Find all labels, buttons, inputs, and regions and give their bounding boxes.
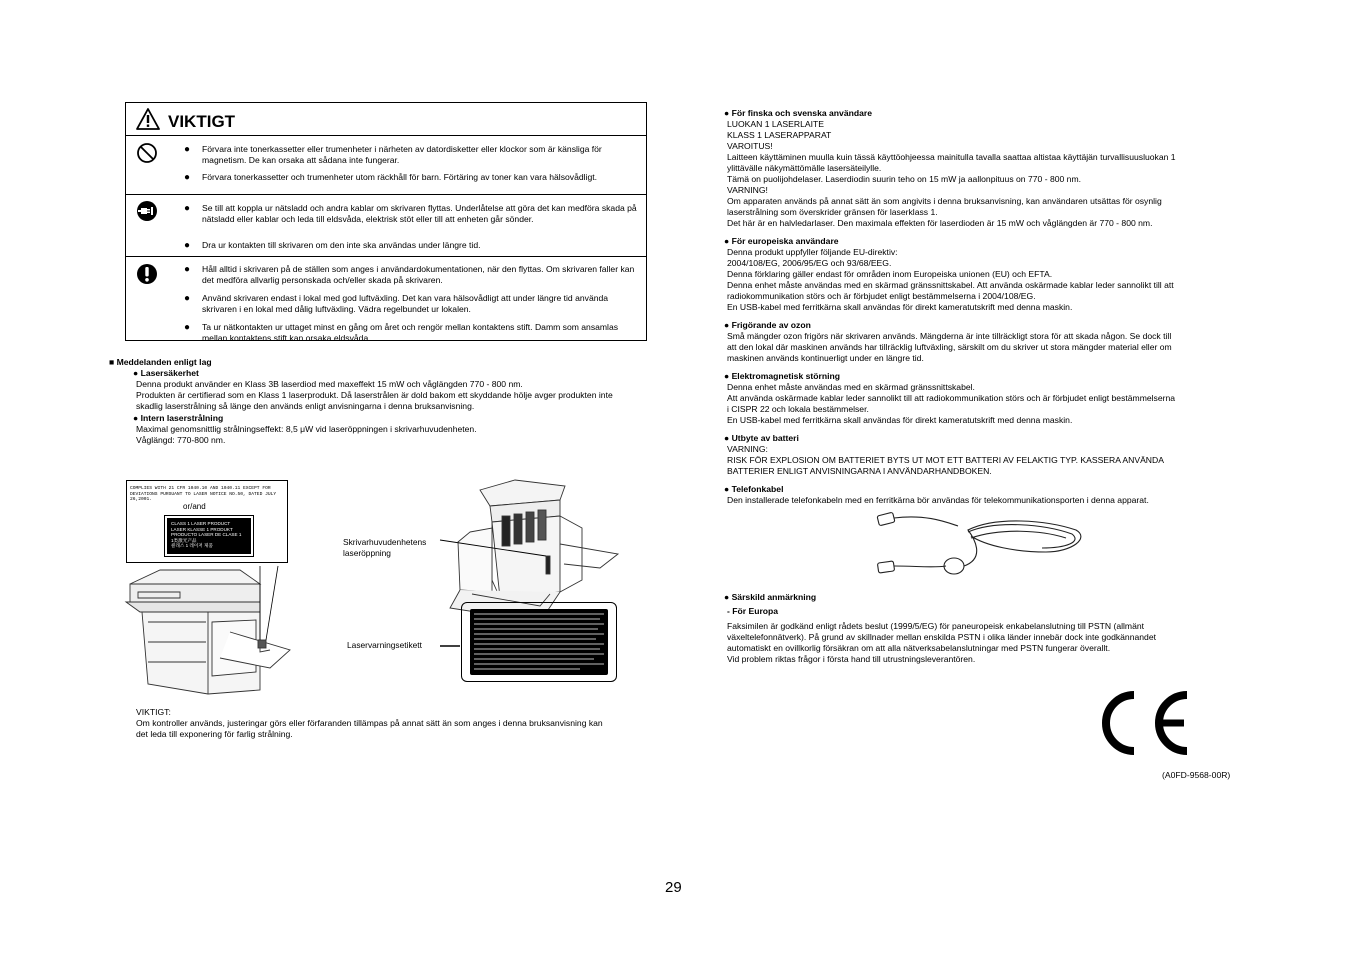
bullet: ● xyxy=(184,172,191,183)
laser-safety-heading: ● Lasersäkerhet xyxy=(133,368,199,378)
text-line: växeltelefonnätverk). På grund av skillnader mellan enskilda PSTN i olika länder innebär dock inte godkännandet xyxy=(727,632,1156,642)
text-line: Denna förklaring gäller endast för områden inom Europeiska unionen (EU) och EFTA. xyxy=(727,269,1053,279)
warning-item-text: Håll alltid i skrivaren på de ställen som anges i användardokumentationen, när den flyttas. Om skrivaren faller kan det medföra allvarlig personskada och/eller skada på skrivaren. xyxy=(202,264,635,285)
text-line: Tämä on puolijohdelaser. Laserdiodin suurin teho on 15 mW ja aallonpituus on 770 - 800 nm. xyxy=(727,174,1081,184)
fi-se-heading: ● För finska och svenska användare xyxy=(724,108,873,118)
cert-line: COMPLIES WITH 21 CFR 1040.10 AND 1040.11 EXCEPT FOR xyxy=(130,486,271,491)
warning-item-text: Dra ur kontakten till skrivaren om den inte ska användas under längre tid. xyxy=(202,240,481,250)
laser-line: skadlig laserstrålning så länge den används enligt anvisningarna i denna bruksanvisning. xyxy=(136,401,475,411)
warning-item-text: Använd skrivaren endast i lokal med god luftväxling. Det kan vara hälsovådligt att under längre tid använda skrivaren i en lokal med dålig luftväxling. Vädra regelbundet ur lokalen. xyxy=(202,293,609,314)
warning-section-caution xyxy=(126,257,646,343)
ozone-body xyxy=(724,331,1244,364)
text-line: Den installerade telefonkabeln med en ferritkärna bör användas för telekommunikationsporten i denna apparat. xyxy=(727,495,1149,505)
text-line: En USB-kabel med ferritkärna skall användas för direkt kameratutskrift med denna maskin. xyxy=(727,302,1073,312)
bullet: ● xyxy=(184,240,191,251)
bullet: ● xyxy=(184,293,191,304)
class1-line: LASER KLASSE 1 PRODUKT xyxy=(171,526,233,532)
special-subheading: - För Europa xyxy=(727,606,779,616)
warning-item-text: Ta ur nätkontakten ur uttaget minst en gång om året och rengör mellan kontaktens stift. Damm som ansamlas mellan kontaktens stift kan orsaka eldsvåda. xyxy=(202,322,619,343)
text-line: ylittävälle näkymättömälle lasersäteilylle. xyxy=(727,163,882,173)
text-line: radiokommunikation störs och är förbjudet enligt bestämmelserna i 2004/108/EG. xyxy=(727,291,1036,301)
warning-label-callout: Laservarningsetikett xyxy=(347,640,422,650)
battery-body xyxy=(724,444,1244,477)
telephone-cable-illustration xyxy=(876,508,1090,586)
warning-section-unplug xyxy=(126,195,646,257)
laser-line: Denna produkt använder en Klass 3B laserdiod med maxeffekt 15 mW och våglängden 770 - 800 nm. xyxy=(136,379,523,389)
text-line: Vid problem riktas frågor i första hand till utrustningsleverantören. xyxy=(727,654,976,664)
cert-line: DEVIATIONS PURSUANT TO LASER NOTICE NO.50, DATED JULY 26,2001. xyxy=(130,492,277,503)
warning-item-text: Förvara tonerkassetter och trumenheter utom räckhåll för barn. Förtäring av toner kan vara hälsovådligt. xyxy=(202,172,598,182)
legal-notices-heading: ■ Meddelanden enligt lag xyxy=(109,357,212,367)
text-line: 2004/108/EG, 2006/95/EG och 93/68/EEG. xyxy=(727,258,892,268)
internal-laser-line: Maximal genomsnittlig strålningseffekt: 8,5 μW vid laseröppningen i skrivarhuvudenheten. xyxy=(136,424,477,434)
warning-triangle-icon xyxy=(136,108,160,130)
class1-line: CLASS 1 LASER PRODUCT xyxy=(171,521,231,526)
phone-body xyxy=(724,495,1244,506)
emc-heading: ● Elektromagnetisk störning xyxy=(724,371,840,381)
text-line: att den lokal där maskinen används har tillräcklig luftväxling, särskilt om du skriver ut stora mängder material eller om xyxy=(727,342,1172,352)
battery-heading: ● Utbyte av batteri xyxy=(724,433,799,443)
text-line: Laitteen käyttäminen muulla kuin tässä käyttöohjeessa mainitulla tavalla saattaa altistaa käyttäjän turvallisuusluokan 1 xyxy=(727,152,1176,162)
eu-body xyxy=(724,247,1244,313)
text-line: RISK FÖR EXPLOSION OM BATTERIET BYTS UT MOT ETT BATTERI AV FELAKTIG TYP. KASSERA ANVÄNDA xyxy=(727,455,1164,465)
note-title: VIKTIGT: xyxy=(136,707,171,717)
warning-item-text: Se till att koppla ur nätsladd och andra kablar om skrivaren flyttas. Underlåtelse att göra det kan medföra skada på nätsladd eller kablar och leda till eldsvåda, elektrisk stöt eller till att enheten går sönder. xyxy=(202,203,637,224)
note-line: det leda till exponering för farlig strålning. xyxy=(136,729,293,739)
warning-box xyxy=(125,102,647,341)
phone-heading: ● Telefonkabel xyxy=(724,484,784,494)
special-body xyxy=(724,621,1244,665)
text-line: VAROITUS! xyxy=(727,141,773,151)
bullet: ● xyxy=(184,203,191,214)
warning-section-prohibit xyxy=(126,136,646,195)
ce-mark-text xyxy=(1100,700,1101,701)
special-heading: ● Särskild anmärkning xyxy=(724,592,817,602)
warning-item-text: Förvara inte tonerkassetter eller trumenheter i närheten av datordisketter eller klockor som är känsliga för magnetism. De kan orsaka att sådana inte fungerar. xyxy=(202,144,602,165)
bullet: ● xyxy=(184,264,191,275)
text-line: automatiskt en ovillkorlig försäkran om att alla nätverksabelanslutningar med PSTN fungerar överallt. xyxy=(727,643,1111,653)
internal-laser-line: Våglängd: 770-800 nm. xyxy=(136,435,226,445)
bullet: ● xyxy=(184,322,191,333)
note-line: Om kontroller används, justeringar görs eller förfaranden tillämpas på annat sätt än som anges i denna bruksanvisning kan xyxy=(136,718,603,728)
fi-se-body xyxy=(724,119,1244,229)
internal-laser-heading: ● Intern laserstrålning xyxy=(133,413,224,423)
text-line: Denna enhet måste användas med en skärmad gränssnittskabel. Att använda oskärmade kablar leder sannolikt till att xyxy=(727,280,1174,290)
ozone-heading: ● Frigörande av ozon xyxy=(724,320,811,330)
special-note xyxy=(724,592,1244,665)
class1-line: 클래스 1 레이저 제품 xyxy=(171,543,213,549)
aperture-callout-line: laseröppning xyxy=(343,548,391,558)
text-line: Små mängder ozon frigörs när skrivaren används. Mängderna är inte tillräckligt stora för att skada någon. Se dock till xyxy=(727,331,1172,341)
aperture-callout-line: Skrivarhuvudenhetens xyxy=(343,537,427,547)
text-line: maskinen används kontinuerligt under en längre tid. xyxy=(727,353,924,363)
class1-line: 1类激光产品 xyxy=(171,537,197,543)
text-line: Faksimilen är godkänd enligt rådets beslut (1999/5/EG) för paneuropeisk enkabelanslutning till PSTN (allmänt xyxy=(727,621,1145,631)
ce-mark xyxy=(1094,688,1194,758)
text-line: LUOKAN 1 LASERLAITE xyxy=(727,119,824,129)
text-line: KLASS 1 LASERAPPARAT xyxy=(727,130,832,140)
page-number: 29 xyxy=(665,879,682,896)
text-line: Denna enhet måste användas med en skärmad gränssnittskabel. xyxy=(727,382,975,392)
or-and-label: or/and xyxy=(183,502,206,511)
text-line: VARNING: xyxy=(727,444,768,454)
exclamation-icon xyxy=(136,263,158,285)
prohibition-icon xyxy=(136,142,158,164)
warning-title: VIKTIGT xyxy=(168,112,236,131)
bullet: ● xyxy=(184,144,191,155)
aperture-callout xyxy=(343,537,426,559)
right-column xyxy=(724,108,1244,506)
document-code: (A0FD-9568-00R) xyxy=(1162,770,1231,780)
text-line: VARNING! xyxy=(727,185,768,195)
emc-body xyxy=(724,382,1244,426)
warning-label-text-lines xyxy=(470,609,608,675)
text-line: Det här är en halvledarlaser. Den maximala effekten för laserdioden är 15 mW och våglängden är 770 - 800 nm. xyxy=(727,218,1153,228)
text-line: laserstrålning som överskrider gränsen för laserklass 1. xyxy=(727,207,938,217)
laser-warning-label xyxy=(461,602,617,682)
warning-header xyxy=(126,103,646,136)
class1-line: PRODUCTO LASER DE CLASE 1 xyxy=(171,532,242,538)
text-line: BATTERIER ENLIGT ANVISNINGARNA I ANVÄNDARHANDBOKEN. xyxy=(727,466,992,476)
text-line: Om apparaten används på annat sätt än som angivits i denna bruksanvisning, kan användaren utsättas för osynlig xyxy=(727,196,1162,206)
text-line: Att använda oskärmade kablar leder sannolikt till att radiokommunikation störs och är förbjudet enligt bestämmelserna xyxy=(727,393,1176,403)
laser-line: Produkten är certifierad som en Klass 1 laserprodukt. Då laserstrålen är dold bakom ett skyddande hölje avger produkten inte xyxy=(136,390,613,400)
unplug-icon xyxy=(136,200,158,222)
eu-heading: ● För europeiska användare xyxy=(724,236,839,246)
text-line: i CISPR 22 och lokala bestämmelser. xyxy=(727,404,869,414)
text-line: En USB-kabel med ferritkärna skall användas för direkt kameratutskrift med denna maskin. xyxy=(727,415,1073,425)
text-line: Denna produkt uppfyller följande EU-direktiv: xyxy=(727,247,898,257)
